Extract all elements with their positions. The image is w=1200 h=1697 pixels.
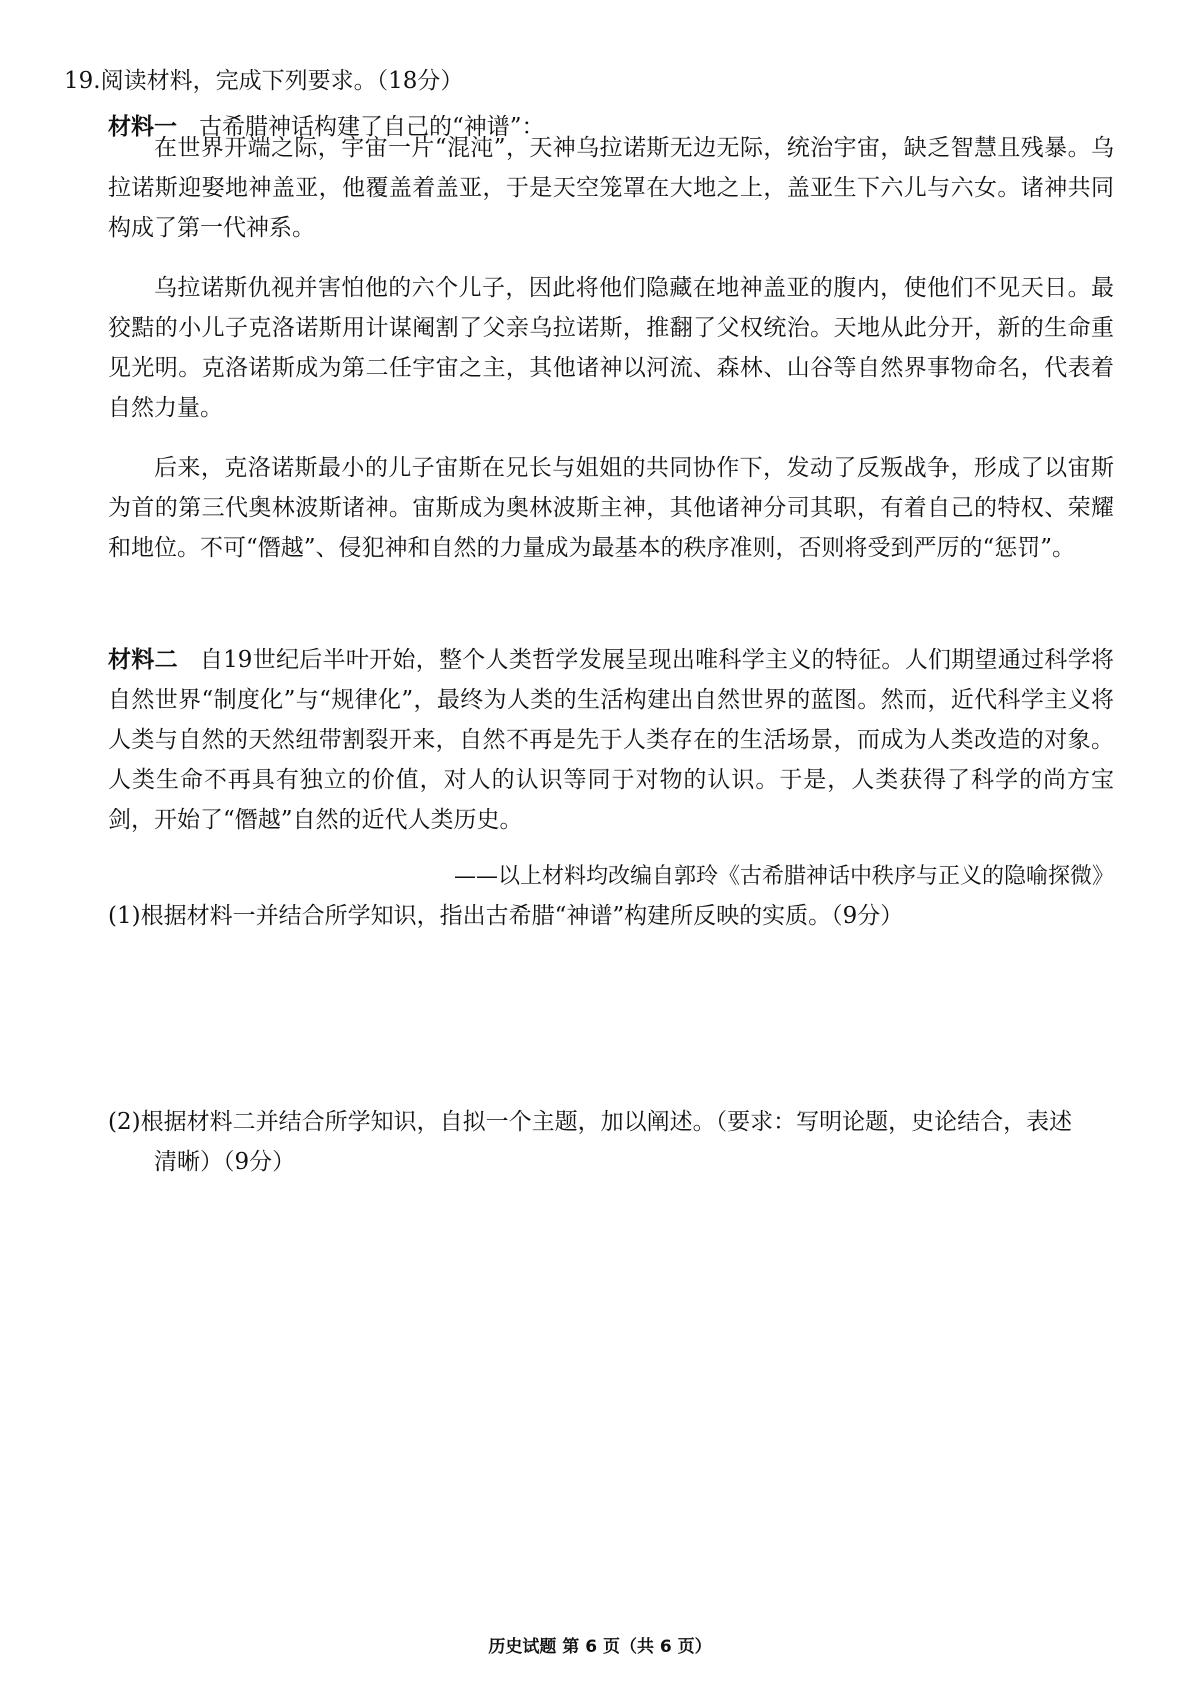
page-footer: 历史试题 第 6 页（共 6 页） <box>488 1637 712 1657</box>
sub-question-2 <box>108 1102 1114 1182</box>
question-title: 19.阅读材料，完成下列要求。（18分） <box>64 68 464 94</box>
sub-question-2-line2: 清晰）（9分） <box>154 1149 296 1175</box>
material1-paragraph-3: 后来，克洛诺斯最小的儿子宙斯在兄长与姐姐的共同协作下，发动了反叛战争，形成了以宙斯为首的第三代奥林波斯诸神。宙斯成为奥林波斯主神，其他诸神分司其职，有着自己的特权、荣耀和地位。不可“僭越”、侵犯神和自然的力量成为最基本的秩序准则，否则将受到严厉的“惩罚”。 <box>108 455 1114 561</box>
sub-question-2-line1: (2)根据材料二并结合所学知识，自拟一个主题，加以阐述。（要求：写明论题，史论结合，表述 <box>108 1109 1073 1135</box>
sub-question-1: (1)根据材料一并结合所学知识，指出古希腊“神谱”构建所反映的实质。（9分） <box>108 903 904 929</box>
material2-block <box>108 640 1114 840</box>
material1-paragraph-1: 在世界开端之际，宇宙一片“混沌”，天神乌拉诺斯无边无际，统治宇宙，缺乏智慧且残暴。乌拉诺斯迎娶地神盖亚，他覆盖着盖亚，于是天空笼罩在大地之上，盖亚生下六儿与六女。诸神共同构成了第一代神系。 <box>108 135 1114 241</box>
material1-label: 材料一 <box>108 113 177 140</box>
material2-text: 自19世纪后半叶开始，整个人类哲学发展呈现出唯科学主义的特征。人们期望通过科学将自然世界“制度化”与“规律化”，最终为人类的生活构建出自然世界的蓝图。然而，近代科学主义将人类与自然的天然纽带割裂开来，自然不再是先于人类存在的生活场景，而成为人类改造的对象。人类生命不再具有独立的价值，对人的认识等同于对物的认识。于是，人类获得了科学的尚方宝剑，开始了“僭越”自然的近代人类历史。 <box>108 647 1114 833</box>
material-source: ——以上材料均改编自郭玲《古希腊神话中秩序与正义的隐喻探微》 <box>453 864 1114 889</box>
material2-label: 材料二 <box>108 646 178 673</box>
material1-paragraph-2: 乌拉诺斯仇视并害怕他的六个儿子，因此将他们隐藏在地神盖亚的腹内，使他们不见天日。最狡黠的小儿子克洛诺斯用计谋阉割了父亲乌拉诺斯，推翻了父权统治。天地从此分开，新的生命重见光明。克洛诺斯成为第二任宇宙之主，其他诸神以河流、森林、山谷等自然界事物命名，代表着自然力量。 <box>108 275 1114 421</box>
material1-intro: 古希腊神话构建了自己的“神谱”： <box>199 114 545 140</box>
